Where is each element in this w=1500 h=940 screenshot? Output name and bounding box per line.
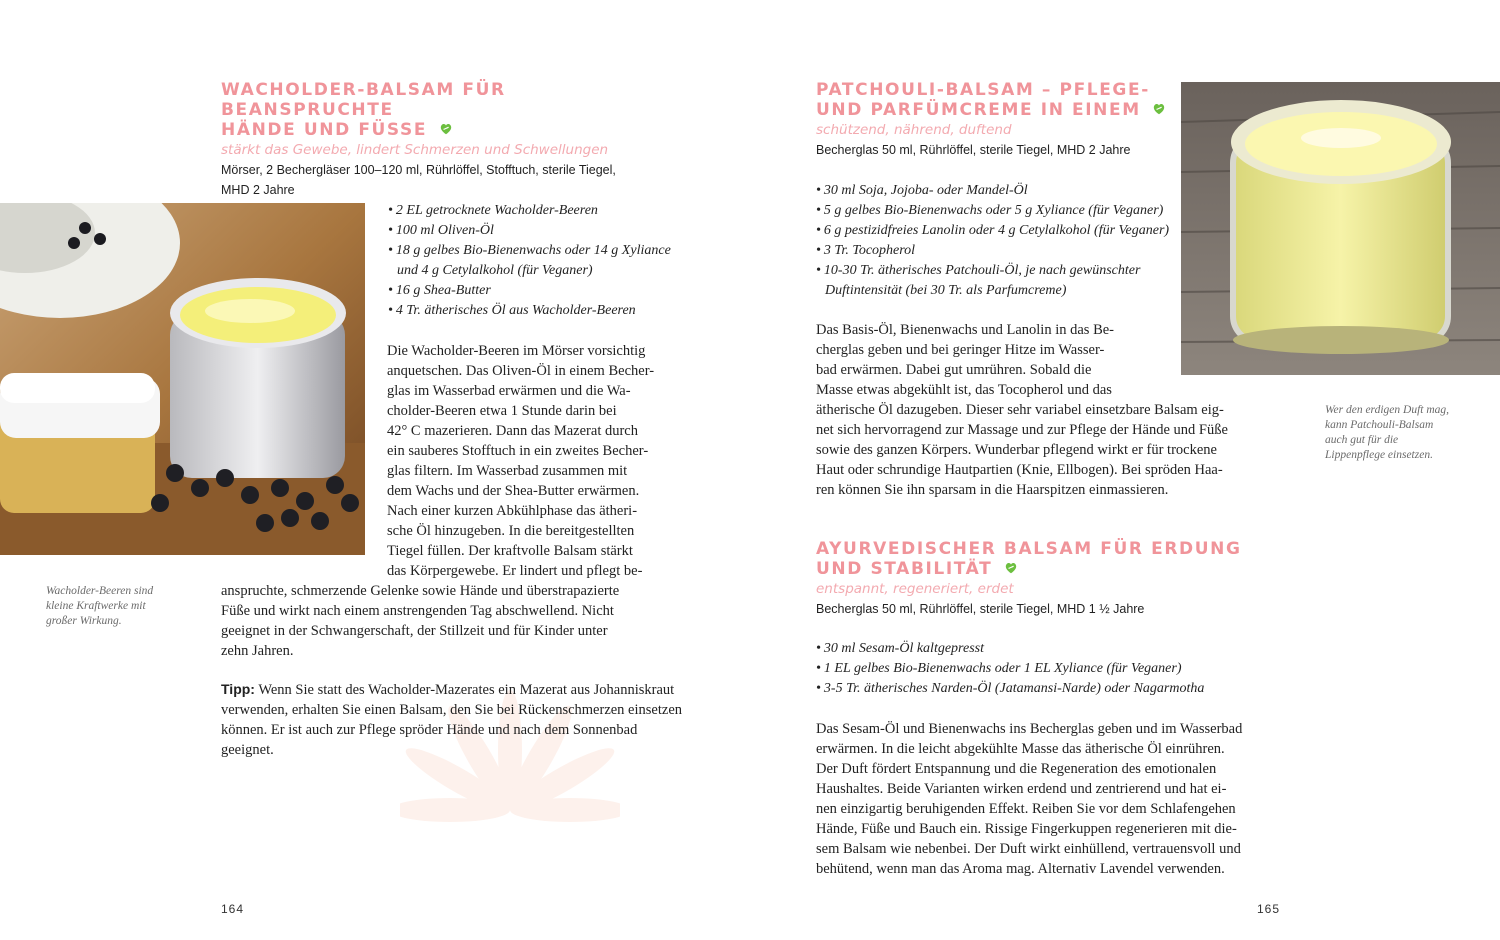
- tip-text: Tipp: Wenn Sie statt des Wacholder-Mazerates ein Mazerat aus Johanniskraut verwenden, erhalten Sie einen Balsam, den Sie bei Rückenschmerzen einsetzen können. Er ist auch zur Pflege spröder Hände und nach dem Sonnenbad geeignet.: [221, 681, 683, 758]
- left-recipe-title: WACHOLDER-BALSAM FÜR BEANSPRUCHTE HÄNDE UND FÜSSE: [221, 80, 506, 140]
- left-instructions-text: Die Wacholder-Beeren im Mörser vorsichtig anquetschen. Das Oliven-Öl in einem Becher- glas im Wasserbad erwärmen und die Wa- cholder-Beeren etwa 1 Stunde darin bei 42° C mazerieren. Dann das Mazerat durch ein sauberes Stofftuch in ein zweites Becher- glas filtern. Im Wasserbad zusammen mit dem Wachs und der Shea-Butter erwärmen. Nach einer kurzen Abkühlphase das ätheri- sche Öl hinzugeben. In die bereitgestellten Tiegel füllen. Der kraftvolle Balsam stärkt das Körpergewebe. Er lindert und pflegt be-: [387, 343, 655, 579]
- list-item: • 30 ml Soja, Jojoba- oder Mandel-Öl: [816, 181, 1176, 201]
- list-item: • 5 g gelbes Bio-Bienenwachs oder 5 g Xyliance (für Veganer): [816, 201, 1176, 221]
- patchouli-recipe-header: [816, 80, 1176, 160]
- left-photo-caption: Wacholder-Beeren sind kleine Kraftwerke mit großer Wirkung.: [46, 585, 154, 627]
- right-photo-caption: Wer den erdigen Duft mag, kann Patchouli-Balsam auch gut für die Lippenpflege einsetzen.: [1325, 404, 1450, 461]
- ayurvedic-ingredient-list: [816, 639, 1286, 699]
- tip-label: Tipp:: [221, 681, 255, 697]
- list-item: • 100 ml Oliven-Öl: [388, 221, 688, 241]
- ayurvedic-materials: Becherglas 50 ml, Rührlöffel, sterile Tiegel, MHD 1 ½ Jahre: [816, 602, 1145, 616]
- list-item: • 1 EL gelbes Bio-Bienenwachs oder 1 EL Xyliance (für Veganer): [816, 659, 1286, 679]
- list-item: • 16 g Shea-Butter: [388, 281, 688, 301]
- ayurvedic-ingredient-list-container: [816, 639, 1286, 699]
- leaf-heart-icon: [439, 122, 453, 136]
- list-item: • 3-5 Tr. ätherisches Narden-Öl (Jatamansi-Narde) oder Nagarmotha: [816, 679, 1286, 699]
- list-item: • 6 g pestizidfreies Lanolin oder 4 g Cetylalkohol (für Veganer): [816, 221, 1176, 241]
- left-ingredient-list-container: [388, 201, 688, 321]
- patchouli-instructions-narrow: [816, 320, 1171, 400]
- patchouli-ingredient-list-container: [816, 181, 1176, 301]
- patchouli-instructions-continued: ätherische Öl dazugeben. Dieser sehr variabel einsetzbare Balsam eig- net sich hervorragend zur Massage und zur Pflege der Hände und Füße sowie des ganzen Körpers. Wunderbar pflegend wirkt er für trockene Haut oder schrundige Hautpartien (Knie, Ellbogen). Bei spröden Haa- ren können Sie ihn sparsam in die Haarspitzen einmassieren.: [816, 402, 1228, 498]
- patchouli-instructions-text: Das Basis-Öl, Bienenwachs und Lanolin in das Be- cherglas geben und bei geringer Hitze im Wasser- bad erwärmen. Dabei gut umrühren. Sobald die Masse etwas abgekühlt ist, das Tocopherol und das: [816, 322, 1115, 398]
- list-item: • 2 EL getrocknete Wacholder-Beeren: [388, 201, 688, 221]
- tip-block: [221, 679, 683, 760]
- list-item: • 18 g gelbes Bio-Bienenwachs oder 14 g Xyliance und 4 g Cetylalkohol (für Veganer): [388, 241, 688, 281]
- list-item: • 10-30 Tr. ätherisches Patchouli-Öl, je nach gewünschter Duftintensität (bei 30 Tr. als Parfumcreme): [816, 261, 1176, 301]
- left-materials: Mörser, 2 Bechergläser 100–120 ml, Rührlöffel, Stofftuch, sterile Tiegel, MHD 2 Jahre: [221, 163, 616, 197]
- left-instructions-wide: [221, 581, 691, 661]
- list-item: • 30 ml Sesam-Öl kaltgepresst: [816, 639, 1286, 659]
- ayurvedic-recipe-title: AYURVEDISCHER BALSAM FÜR ERDUNG UND STABILITÄT: [816, 539, 1242, 579]
- ayurvedic-instructions-text: Das Sesam-Öl und Bienenwachs ins Becherglas geben und im Wasserbad erwärmen. In die leicht abgekühlte Masse das ätherische Öl einrühren. Der Duft fördert Entspannung und die Regeneration des emotionalen Haushaltes. Beide Varianten wirken erdend und zentrierend und hat ei- nen einzigartig beruhigenden Effekt. Reiben Sie vor dem Schlafengehen Hände, Füße und Bauch ein. Rissige Fingerkuppen regenerieren mit die- sem Balsam wie nebenbei. Der Duft wirkt einhüllend, vertrauensvoll und behütend, wenn man das Aroma mag. Alternativ Lavendel verwenden.: [816, 721, 1243, 877]
- page-number-left: 164: [221, 902, 245, 916]
- ayurvedic-recipe-subtitle: entspannt, regeneriert, erdet: [816, 581, 1014, 597]
- juniper-balm-photo: [0, 203, 365, 555]
- patchouli-instructions-wide: [816, 400, 1286, 500]
- page-number-right: 165: [1257, 902, 1281, 916]
- patchouli-recipe-title: PATCHOULI-BALSAM – PFLEGE- UND PARFÜMCREME IN EINEM: [816, 80, 1176, 120]
- patchouli-materials: Becherglas 50 ml, Rührlöffel, sterile Tiegel, MHD 2 Jahre: [816, 143, 1131, 157]
- patchouli-balm-photo: [1181, 82, 1500, 375]
- patchouli-ingredient-list: [816, 181, 1176, 301]
- ayurvedic-recipe-header: [816, 539, 1286, 619]
- leaf-heart-icon: [1152, 102, 1166, 116]
- patchouli-recipe-subtitle: schützend, nährend, duftend: [816, 122, 1012, 138]
- left-recipe-header: [221, 80, 681, 200]
- left-instructions-narrow: [387, 341, 687, 581]
- list-item: • 4 Tr. ätherisches Öl aus Wacholder-Beeren: [388, 301, 688, 321]
- leaf-heart-icon: [1004, 561, 1018, 575]
- left-ingredient-list: [388, 201, 688, 321]
- left-recipe-subtitle: stärkt das Gewebe, lindert Schmerzen und Schwellungen: [221, 142, 609, 158]
- ayurvedic-instructions: [816, 719, 1291, 879]
- left-instructions-continued: anspruchte, schmerzende Gelenke sowie Hände und überstrapazierte Füße und wirkt nach einem anstrengenden Tag abschwellend. Nicht geeignet in der Schwangerschaft, der Stillzeit und für Kinder unter zehn Jahren.: [221, 583, 620, 659]
- list-item: • 3 Tr. Tocopherol: [816, 241, 1176, 261]
